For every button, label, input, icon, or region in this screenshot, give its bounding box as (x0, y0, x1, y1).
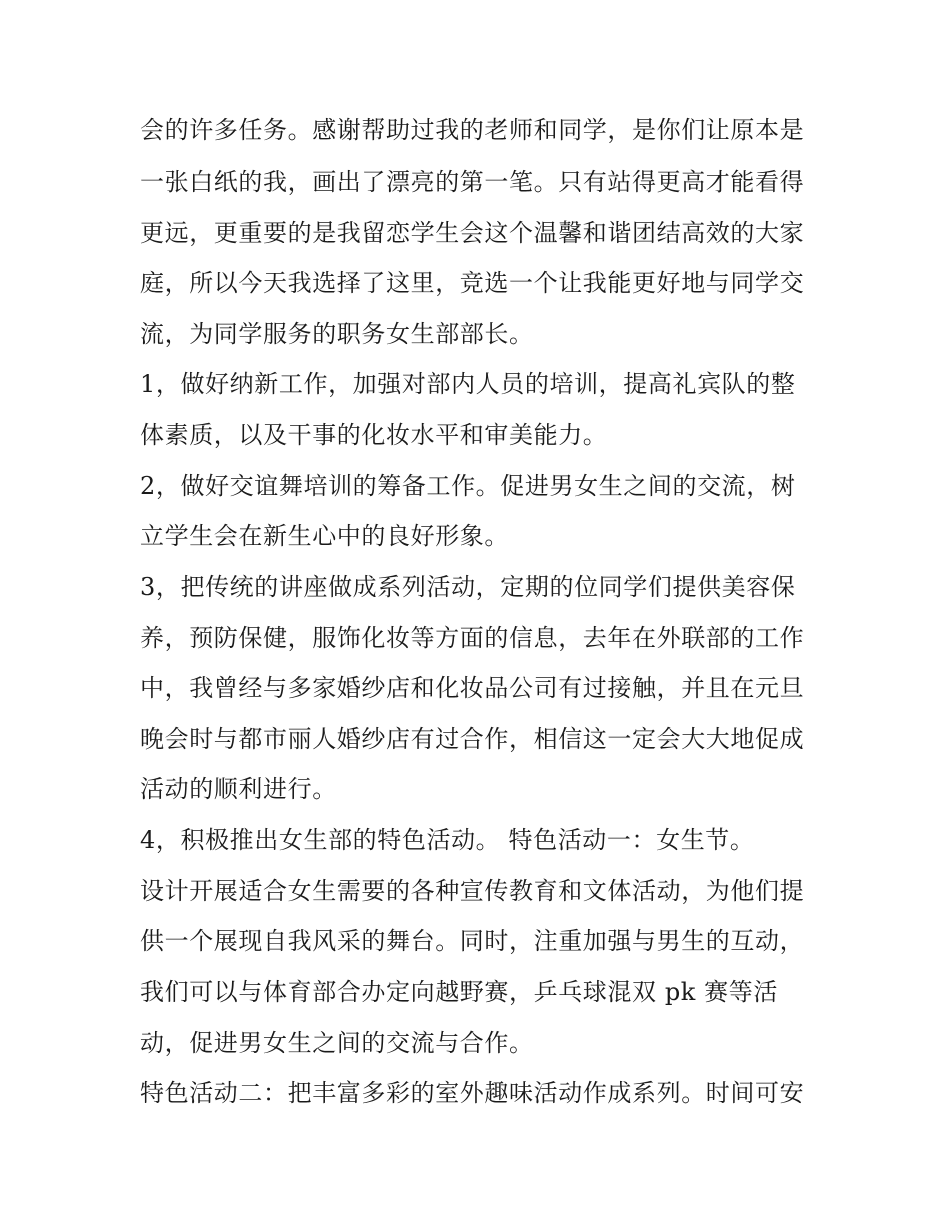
text-line: 活动的顺利进行。 (140, 775, 337, 803)
text-line: 特色活动二：把丰富多彩的室外趣味活动作成系列。时间可安 (140, 1079, 805, 1107)
text-line: 4，积极推出女生部的特色活动。 特色活动一：女生节。 (140, 826, 755, 854)
text-line: 1，做好纳新工作，加强对部内人员的培训，提高礼宾队的整 (140, 370, 796, 398)
text-line: 流，为同学服务的职务女生部部长。 (140, 320, 534, 348)
text-line: 更远，更重要的是我留恋学生会这个温馨和谐团结高效的大家 (140, 219, 805, 247)
text-line: 2，做好交谊舞培训的筹备工作。促进男女生之间的交流，树 (140, 472, 796, 500)
text-line: 我们可以与体育部合办定向越野赛，乒乓球混双 pk 赛等活 (140, 978, 778, 1006)
text-line: 会的许多任务。感谢帮助过我的老师和同学，是你们让原本是 (140, 116, 805, 144)
text-line: 体素质，以及干事的化妆水平和审美能力。 (140, 421, 608, 449)
text-line: 中，我曾经与多家婚纱店和化妆品公司有过接触，并且在元旦 (140, 674, 805, 702)
text-line: 动，促进男女生之间的交流与合作。 (140, 1029, 534, 1057)
text-line: 立学生会在新生心中的良好形象。 (140, 522, 509, 550)
text-line: 一张白纸的我，画出了漂亮的第一笔。只有站得更高才能看得 (140, 168, 805, 196)
text-line: 庭，所以今天我选择了这里，竞选一个让我能更好地与同学交 (140, 269, 805, 297)
text-line: 设计开展适合女生需要的各种宣传教育和文体活动，为他们提 (140, 877, 805, 905)
text-line: 晚会时与都市丽人婚纱店有过合作，相信这一定会大大地促成 (140, 725, 805, 753)
text-line: 供一个展现自我风采的舞台。同时，注重加强与男生的互动， (140, 927, 805, 955)
text-line: 3，把传统的讲座做成系列活动，定期的位同学们提供美容保 (140, 573, 796, 601)
text-line: 养，预防保健，服饰化妆等方面的信息，去年在外联部的工作 (140, 624, 805, 652)
